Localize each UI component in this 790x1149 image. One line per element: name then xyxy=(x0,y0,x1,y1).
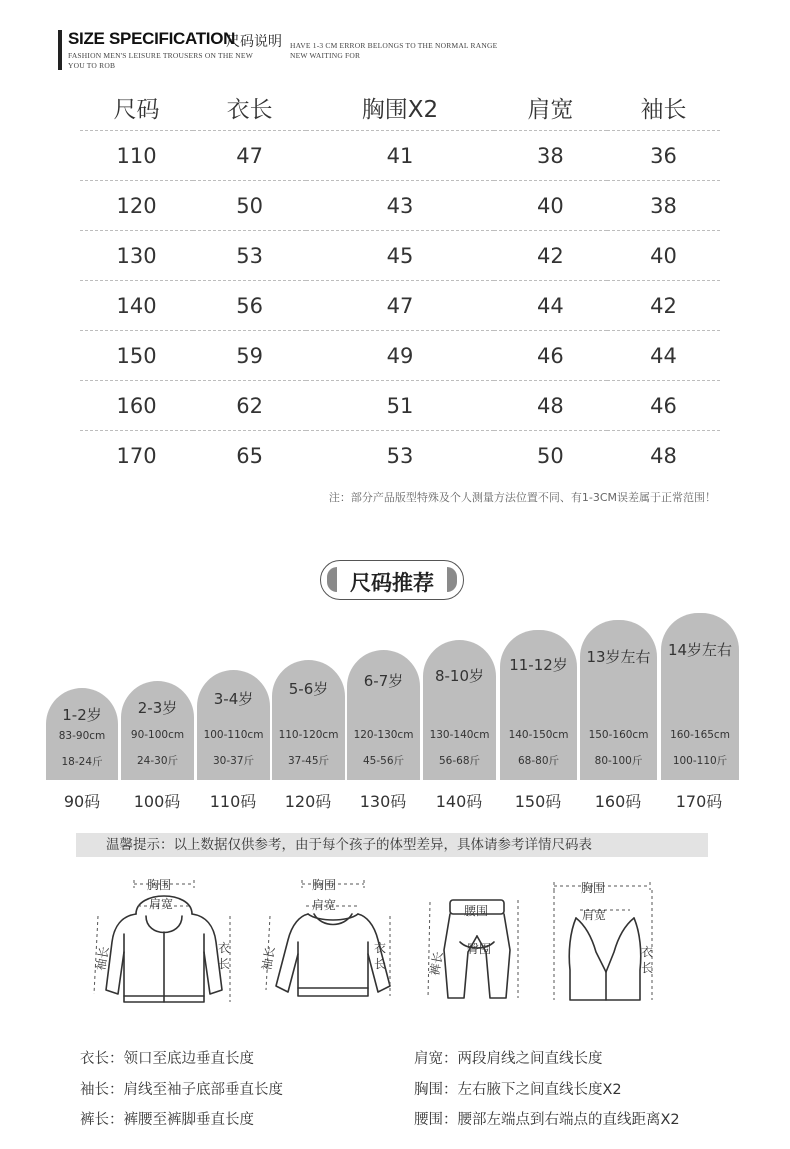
table-cell: 59 xyxy=(193,331,306,381)
table-cell: 130 xyxy=(80,231,193,281)
table-cell: 140 xyxy=(80,281,193,331)
height-range: 120-130cm xyxy=(353,729,414,741)
col-header-length: 衣长 xyxy=(226,96,273,123)
age-column xyxy=(121,681,194,780)
table-cell: 150 xyxy=(80,331,193,381)
shoulder-label: 肩宽 xyxy=(582,908,607,922)
table-row xyxy=(80,331,720,381)
height-range: 100-110cm xyxy=(203,729,264,741)
size-label: 130码 xyxy=(359,792,407,811)
age-column xyxy=(272,660,345,780)
size-table-header-row xyxy=(80,84,720,131)
age-label: 13岁左右 xyxy=(586,648,651,666)
weight-range: 45-56斤 xyxy=(362,755,404,767)
age-label: 2-3岁 xyxy=(137,699,178,717)
col-header-size: 尺码 xyxy=(113,96,160,123)
table-cell: 53 xyxy=(306,431,494,481)
recommend-title: 尺码推荐 xyxy=(350,571,434,595)
table-cell: 65 xyxy=(193,431,306,481)
height-range: 160-165cm xyxy=(670,729,730,741)
header-right-1: HAVE 1-3 CM ERROR BELONGS TO THE NORMAL RANGE xyxy=(290,41,498,50)
table-cell: 110 xyxy=(80,131,193,181)
sleeve-label: 袖长 xyxy=(259,945,278,972)
age-column xyxy=(197,670,270,780)
weight-range: 56-68斤 xyxy=(438,755,480,767)
definition-chest: 胸围：左右腋下之间直线长度X2 xyxy=(414,1082,622,1098)
table-row xyxy=(80,181,720,231)
table-cell: 47 xyxy=(193,131,306,181)
table-cell: 46 xyxy=(607,381,720,431)
age-column xyxy=(580,620,657,780)
height-range: 90-100cm xyxy=(130,729,185,741)
col-header-sleeve: 袖长 xyxy=(640,96,687,123)
table-cell: 50 xyxy=(494,431,607,481)
age-label: 14岁左右 xyxy=(667,641,733,659)
age-label: 3-4岁 xyxy=(213,690,254,708)
header-title: SIZE SPECIFICATION xyxy=(68,29,236,48)
definition-shoulder: 肩宽：两段肩线之间直线长度 xyxy=(414,1051,603,1067)
recommend-title-badge xyxy=(320,560,464,600)
table-cell: 44 xyxy=(494,281,607,331)
table-cell: 42 xyxy=(494,231,607,281)
size-label: 140码 xyxy=(435,792,483,811)
weight-range: 100-110斤 xyxy=(672,755,728,767)
table-row xyxy=(80,381,720,431)
age-column xyxy=(347,650,420,780)
weight-range: 37-45斤 xyxy=(287,755,329,767)
table-cell: 43 xyxy=(306,181,494,231)
table-row xyxy=(80,431,720,481)
length-label: 衣长 xyxy=(218,941,231,971)
height-range: 150-160cm xyxy=(588,729,649,741)
table-row xyxy=(80,131,720,181)
age-column xyxy=(423,640,496,780)
definition-waist: 腰围：腰部左端点到右端点的直线距离X2 xyxy=(414,1112,680,1128)
age-label: 5-6岁 xyxy=(288,680,329,698)
height-range: 110-120cm xyxy=(278,729,339,741)
length-label: 衣长 xyxy=(374,941,387,971)
table-cell: 41 xyxy=(306,131,494,181)
table-cell: 48 xyxy=(607,431,720,481)
weight-range: 68-80斤 xyxy=(517,755,559,767)
age-label: 11-12岁 xyxy=(509,656,568,674)
header-subline-1: FASHION MEN'S LEISURE TROUSERS ON THE NEW xyxy=(68,51,253,60)
height-range: 130-140cm xyxy=(429,729,490,741)
height-range: 140-150cm xyxy=(508,729,569,741)
definition-pants-length: 裤长：裤腰至裤脚垂直长度 xyxy=(80,1112,254,1128)
table-cell: 38 xyxy=(494,131,607,181)
hip-label: 臀围 xyxy=(467,942,492,956)
table-cell: 170 xyxy=(80,431,193,481)
table-cell: 49 xyxy=(306,331,494,381)
table-cell: 45 xyxy=(306,231,494,281)
length-label: 衣长 xyxy=(641,945,654,975)
age-label: 6-7岁 xyxy=(363,672,404,690)
size-label: 100码 xyxy=(133,792,181,811)
table-cell: 38 xyxy=(607,181,720,231)
pants-length-label: 裤长 xyxy=(427,950,446,977)
size-label: 170码 xyxy=(675,792,723,811)
age-column xyxy=(46,688,118,780)
table-cell: 160 xyxy=(80,381,193,431)
table-cell: 56 xyxy=(193,281,306,331)
weight-range: 18-24斤 xyxy=(61,756,103,768)
chest-label: 胸围 xyxy=(147,878,172,892)
weight-range: 80-100斤 xyxy=(594,755,643,767)
size-label: 90码 xyxy=(63,792,101,811)
header-right-2: NEW WAITING FOR xyxy=(290,51,361,60)
table-cell: 62 xyxy=(193,381,306,431)
age-label: 8-10岁 xyxy=(434,667,485,685)
error-note: 注：部分产品版型特殊及个人测量方法位置不同、有1-3CM误差属于正常范围！ xyxy=(328,491,716,504)
table-cell: 53 xyxy=(193,231,306,281)
weight-range: 30-37斤 xyxy=(212,755,254,767)
table-cell: 42 xyxy=(607,281,720,331)
table-cell: 46 xyxy=(494,331,607,381)
chest-label: 胸围 xyxy=(581,881,606,895)
size-label: 120码 xyxy=(284,792,332,811)
header-accent-bar xyxy=(58,30,62,70)
table-cell: 40 xyxy=(607,231,720,281)
size-table xyxy=(80,84,720,480)
definition-sleeve: 袖长：肩线至袖子底部垂直长度 xyxy=(80,1082,283,1098)
sleeve-label: 袖长 xyxy=(93,945,112,972)
age-column xyxy=(661,613,739,780)
size-label: 160码 xyxy=(594,792,642,811)
weight-range: 24-30斤 xyxy=(136,755,178,767)
size-label: 150码 xyxy=(514,792,562,811)
shoulder-label: 肩宽 xyxy=(149,897,174,911)
header-title-cn: 尺码说明 xyxy=(226,34,282,50)
table-cell: 50 xyxy=(193,181,306,231)
chest-label: 胸围 xyxy=(312,878,337,892)
table-cell: 48 xyxy=(494,381,607,431)
table-cell: 44 xyxy=(607,331,720,381)
col-header-chest: 胸围X2 xyxy=(361,96,439,123)
definition-length: 衣长：领口至底边垂直长度 xyxy=(80,1051,254,1067)
shoulder-label: 肩宽 xyxy=(312,898,337,912)
table-row xyxy=(80,231,720,281)
age-label: 1-2岁 xyxy=(62,706,102,724)
age-column xyxy=(500,630,577,780)
height-range: 83-90cm xyxy=(58,730,106,742)
size-label: 110码 xyxy=(209,792,257,811)
table-cell: 47 xyxy=(306,281,494,331)
col-header-shoulder: 肩宽 xyxy=(527,96,574,123)
header-subline-2: YOU TO ROB xyxy=(68,61,116,70)
table-cell: 40 xyxy=(494,181,607,231)
table-cell: 51 xyxy=(306,381,494,431)
tip-banner: 温馨提示：以上数据仅供参考，由于每个孩子的体型差异，具体请参考详情尺码表 xyxy=(76,833,708,857)
waist-label: 腰围 xyxy=(464,904,489,918)
table-row xyxy=(80,281,720,331)
table-cell: 36 xyxy=(607,131,720,181)
table-cell: 120 xyxy=(80,181,193,231)
